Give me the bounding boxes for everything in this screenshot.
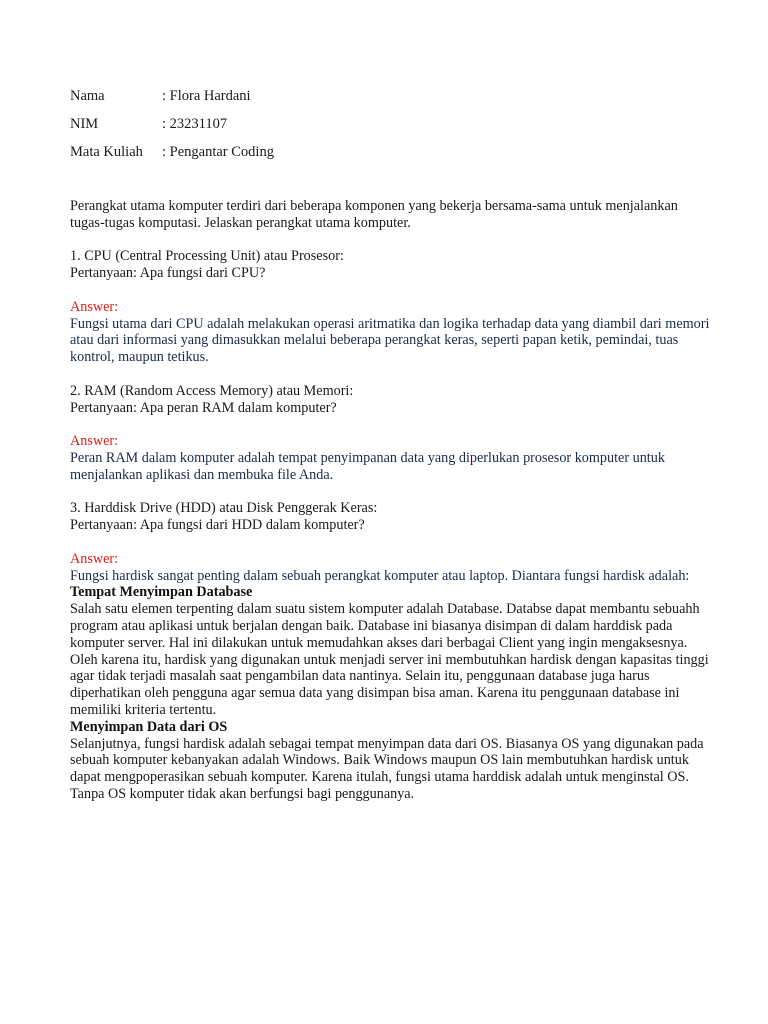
name-value: : Flora Hardani	[162, 88, 251, 104]
name-row	[70, 87, 274, 115]
subsection-2-heading: Menyimpan Data dari OS	[70, 718, 228, 735]
section-1-title: 1. CPU (Central Processing Unit) atau Prosesor:	[70, 248, 344, 265]
document-body	[70, 198, 710, 803]
subsection-1-text: Salah satu elemen terpenting dalam suatu sistem komputer adalah Database. Databse dapat membantu sebuahh program atau aplikasi untuk berjalan dengan baik. Database ini biasanya disimpan di dalam harddisk pada komputer server. Hal ini dilakukan untuk memudahkan akses dari berbagai Client yang ingin mengaksesnya. Oleh karena itu, hardisk yang digunakan untuk menjadi server ini membutuhkan hardisk dengan kapasitas tinggi agar tidak terjadi masalah saat pengambilan data nantinya. Selain itu, penggunaan database juga harus diperhatikan oleh pengguna agar semua data yang disimpan bisa aman. Karena itu penggunaan database ini memiliki kriteria tertentu.	[70, 601, 709, 718]
intro-paragraph: Perangkat utama komputer terdiri dari beberapa komponen yang bekerja bersama-sama untuk menjalankan tugas-tugas komputasi. Jelaskan perangkat utama komputer.	[70, 198, 678, 231]
section-1-question: Pertanyaan: Apa fungsi dari CPU?	[70, 265, 266, 282]
section-2-answer: Peran RAM dalam komputer adalah tempat penyimpanan data yang diperlukan prosesor komputer untuk menjalankan aplikasi dan membuka file Anda.	[70, 449, 665, 483]
section-3-question: Pertanyaan: Apa fungsi dari HDD dalam komputer?	[70, 517, 365, 534]
section-3-title: 3. Harddisk Drive (HDD) atau Disk Penggerak Keras:	[70, 500, 378, 517]
section-2-title: 2. RAM (Random Access Memory) atau Memori:	[70, 382, 354, 399]
section-3-answer: Fungsi hardisk sangat penting dalam sebuah perangkat komputer atau laptop. Diantara fungsi hardisk adalah:	[70, 567, 690, 584]
nim-row	[70, 115, 274, 143]
course-label: Mata Kuliah	[70, 144, 143, 160]
section-3-answer-label: Answer:	[70, 550, 119, 567]
section-2-question: Pertanyaan: Apa peran RAM dalam komputer?	[70, 399, 337, 416]
nim-value: : 23231107	[162, 116, 228, 132]
student-info	[70, 87, 274, 171]
nim-label: NIM	[70, 116, 99, 132]
subsection-1-heading: Tempat Menyimpan Database	[70, 584, 253, 601]
section-1-answer: Fungsi utama dari CPU adalah melakukan operasi aritmatika dan logika terhadap data yang diambil dari memori atau dari informasi yang dimasukkan melalui beberapa perangkat keras, seperti papan ketik, pemindai, tuas kontrol, maupun tetikus.	[70, 315, 710, 366]
section-1-answer-label: Answer:	[70, 298, 119, 315]
subsection-2-text: Selanjutnya, fungsi hardisk adalah sebagai tempat menyimpan data dari OS. Biasanya OS yang digunakan pada sebuah komputer kebanyakan adalah Windows. Baik Windows maupun OS lain membutuhkan hardisk untuk dapat mengpoperasikan sebuah komputer. Karena itulah, fungsi utama harddisk adalah untuk menginstal OS. Tanpa OS komputer tidak akan berfungsi bagi penggunanya.	[70, 735, 704, 802]
section-2-answer-label: Answer:	[70, 433, 119, 450]
course-row	[70, 143, 274, 171]
course-value: : Pengantar Coding	[162, 144, 274, 160]
name-label: Nama	[70, 88, 105, 104]
